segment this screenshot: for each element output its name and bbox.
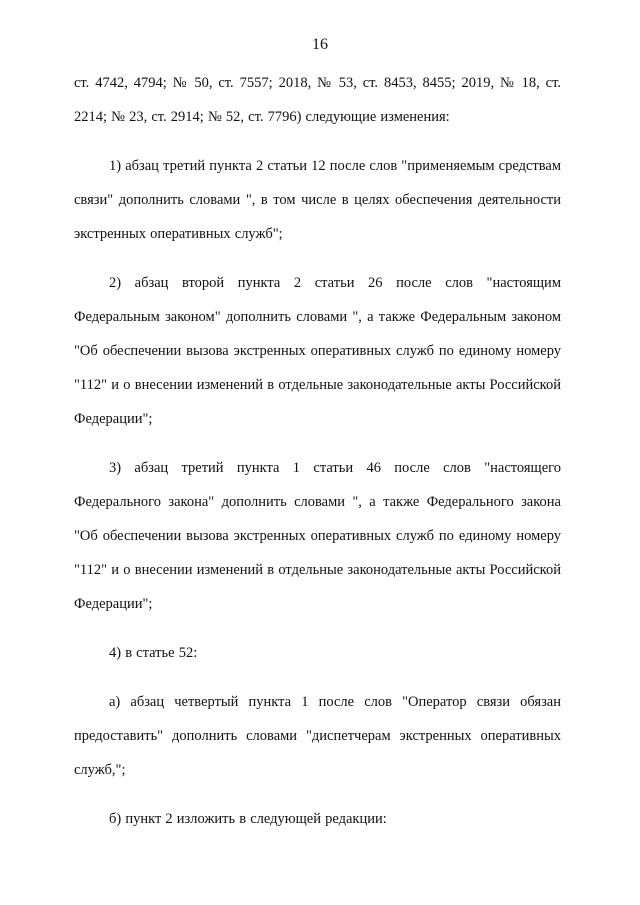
paragraph-continuation: ст. 4742, 4794; № 50, ст. 7557; 2018, № 53, ст. 8453, 8455; 2019, № 18, ст. 2214; № 23, ст. 2914; № 52, ст. 7796) следующие изменения: (74, 75, 561, 125)
paragraph-item-1: 1) абзац третий пункта 2 статьи 12 после слов "применяемым средствам связи" дополнить словами ", в том числе в целях обеспечения деятельности экстренных оперативных служб"; (74, 158, 562, 242)
document-body (74, 66, 561, 851)
paragraph-subitem-b: б) пункт 2 изложить в следующей редакции: (109, 811, 387, 827)
paragraph-item-2: 2) абзац второй пункта 2 статьи 26 после слов "настоящим Федеральным законом" дополнить словами ", а также Федеральным законом "Об обеспечении вызова экстренных оперативных служб по единому номеру "112" и о внесении изменений в отдельные законодательные акты Российской Федерации"; (74, 275, 561, 427)
paragraph-item-3: 3) абзац третий пункта 1 статьи 46 после слов "настоящего Федерального закона" дополнить словами ", а также Федерального закона "Об обеспечении вызова экстренных оперативных служб по единому номеру "112" и о внесении изменений в отдельные законодательные акты Российской Федерации"; (74, 460, 561, 612)
paragraph-subitem-a: а) абзац четвертый пункта 1 после слов "Оператор связи обязан предоставить" дополнить словами "диспетчерам экстренных оперативных служб,"; (74, 694, 561, 778)
page-number: 16 (312, 36, 328, 53)
paragraph-item-4: 4) в статье 52: (109, 645, 198, 661)
